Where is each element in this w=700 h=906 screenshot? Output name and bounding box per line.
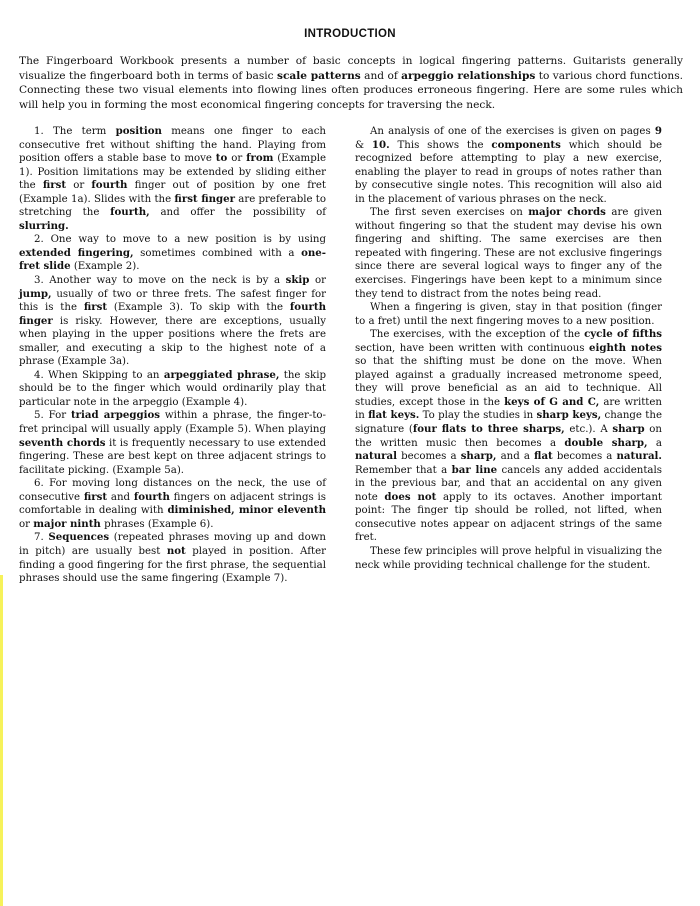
bold-term: fourth finger	[19, 301, 326, 327]
text-run: becomes a	[396, 451, 461, 463]
bold-term: slurring.	[19, 219, 69, 232]
text-run: These few principles will prove helpful in visualizing the neck while providing technical challenge for the student.	[355, 545, 662, 571]
text-run: Remember that a	[355, 464, 452, 476]
text-run: When a fingering is given, stay in that position (finger to a fret) until the next fingering moves to a new position.	[355, 302, 662, 327]
bold-term: arpeggiated phrase,	[163, 368, 280, 381]
text-run: are preferable to stretching the	[19, 193, 327, 219]
text-run: The exercises, with the exception of the	[370, 329, 585, 341]
bold-term: keys of G and C,	[504, 395, 600, 408]
text-run: 4. When Skipping to an	[34, 369, 164, 381]
bold-term: double sharp,	[564, 436, 648, 449]
bold-term: eighth notes	[589, 341, 663, 354]
bold-term: fourth,	[110, 206, 150, 219]
bold-term: skip	[285, 274, 310, 287]
bold-term: major ninth	[33, 517, 101, 530]
left-column	[19, 125, 326, 586]
bold-term: first	[83, 490, 108, 503]
text-run: apply to its octaves. Another important point: The finger tip should be rolled, not lifted, when consecutive notes appear on adjacent strings of the same fret.	[355, 491, 663, 544]
bold-term: position	[115, 125, 162, 137]
bold-term: flat keys.	[368, 409, 420, 422]
text-run: 6. For moving long distances on the neck, the use of consecutive	[19, 478, 326, 503]
bold-term: fourth	[133, 490, 170, 503]
bold-term: arpeggio relationships	[401, 69, 536, 82]
bold-term: first	[42, 179, 67, 192]
text-run: or	[19, 518, 34, 530]
bold-term: from	[246, 152, 274, 165]
bold-term: natural	[355, 450, 397, 463]
bold-term: triad arpeggios	[70, 409, 161, 422]
paragraph	[19, 531, 326, 585]
bold-term: major chords	[528, 206, 606, 219]
text-run: a	[647, 437, 663, 449]
right-column	[355, 125, 662, 572]
text-run: fingers on adjacent strings is comfortable in dealing with	[19, 491, 326, 517]
text-run: 7.	[34, 532, 49, 544]
bold-term: cycle of fifths	[584, 328, 662, 341]
bold-term: not	[166, 544, 186, 557]
text-run: 5. For	[34, 410, 71, 422]
text-run: played in position. After finding a good fingering for the first phrase, the sequential phrases should use the same fingering (Example 7).	[19, 545, 326, 585]
text-run: etc.). A	[564, 424, 613, 436]
text-run: phrases (Example 6).	[100, 518, 214, 530]
text-run: sometimes combined with a	[133, 247, 302, 259]
bold-term: natural.	[616, 450, 662, 463]
text-run: on the written music then becomes a	[355, 424, 662, 449]
paragraph	[19, 477, 326, 531]
bold-term: first	[83, 301, 108, 314]
bold-term: 10.	[371, 138, 390, 151]
text-run: is risky. However, there are exceptions, usually when playing in the upper positions where the frets are smaller, and executing a skip to the highest note of a phrase (Example 3a).	[19, 315, 326, 368]
text-run: 1. The term	[34, 126, 116, 137]
text-run: usually of two or three frets. The safest finger for this is the	[19, 288, 326, 314]
text-run: to various chord functions. Connecting these two visual elements into flowing lines often produces erroneous fingering. Here are some rules which will help you in forming the most economical fingering concepts for traversing the neck.	[19, 69, 684, 111]
paragraph	[19, 125, 326, 233]
paragraph	[355, 125, 662, 206]
text-run: it is frequently necessary to use extended fingering. These are best kept on three adjacent strings to facilitate picking. (Example 5a).	[19, 437, 326, 476]
text-run: (repeated phrases moving up and down in pitch) are usually best	[19, 532, 326, 557]
bold-term: fourth	[91, 179, 128, 192]
text-run: 3. Another way to move on the neck is by a	[34, 275, 286, 287]
paragraph	[355, 328, 662, 545]
bold-term: sharp,	[460, 450, 497, 463]
bold-term: scale patterns	[276, 69, 361, 82]
text-run: means one finger to each consecutive fret without shifting the hand. Playing from position offers a stable base to move	[19, 126, 326, 165]
bold-term: one-fret slide	[19, 246, 326, 273]
text-run: becomes a	[552, 451, 617, 463]
text-run: 2. One way to move to a new position is by using	[34, 234, 326, 246]
paragraph	[19, 369, 326, 410]
text-run: or	[66, 180, 92, 192]
text-run: The first seven exercises on	[370, 207, 529, 219]
bold-term: flat	[534, 450, 553, 463]
text-run: This shows the	[389, 139, 492, 151]
paragraph	[19, 233, 326, 274]
text-run: cancels any added accidentals in the previous bar, and that an accidental on any given note	[355, 464, 662, 503]
bold-term: to	[215, 152, 228, 165]
text-run: An analysis of one of the exercises is given on pages	[370, 126, 655, 137]
bold-term: Sequences	[48, 531, 110, 544]
intro-paragraph	[19, 54, 683, 112]
bold-term: diminished, minor eleventh	[167, 504, 326, 517]
paragraph	[19, 409, 326, 477]
text-run: To play the studies in	[419, 410, 537, 422]
bold-term: components	[491, 138, 561, 151]
text-run: the skip should be to the finger which would ordinarily play that particular note in the arpeggio (Example 4).	[19, 369, 326, 408]
margin-highlight	[0, 575, 3, 906]
text-run: (Example 1). Position limitations may be extended by sliding either the	[19, 153, 327, 192]
text-run: finger out of position by one fret (Example 1a). Slides with the	[19, 180, 326, 205]
text-run: change the signature (	[355, 410, 662, 436]
bold-term: 9	[654, 125, 662, 137]
paragraph	[355, 206, 662, 301]
paragraph	[355, 301, 662, 328]
text-run: The Fingerboard Workbook presents a number of basic concepts in logical fingering patterns. Guitarists generally visualize the fingerboard both in terms of basic	[19, 55, 683, 82]
bold-term: bar line	[451, 463, 498, 476]
bold-term: jump,	[19, 287, 52, 300]
bold-term: extended fingering,	[19, 246, 134, 259]
text-run: within a phrase, the finger-to-fret principal will usually apply (Example 5). When playing	[19, 410, 327, 436]
bold-term: sharp	[612, 423, 645, 436]
text-run: or	[227, 153, 247, 165]
text-run: or	[309, 275, 326, 287]
bold-term: does not	[384, 490, 437, 503]
text-run: section, have been written with continuous	[355, 342, 590, 354]
text-run: so that the shifting must be done on the move. When played against a gradually increased metronome speed, they will prove beneficial as an aid to technique. All studies, except those in the	[355, 356, 662, 408]
paragraph	[19, 274, 326, 369]
paragraph	[355, 545, 662, 572]
text-run: are given without fingering so that the student may devise his own fingering and shifting. The same exercises are then repeated with fingering. These are not exclusive fingerings since there are several logical ways to finger any of the exercises. Fingerings have been kept to a minimum since they tend to distract from the notes being read.	[355, 207, 662, 300]
text-run: and of	[360, 69, 402, 82]
text-run: and a	[496, 451, 535, 463]
bold-term: seventh chords	[19, 436, 106, 449]
bold-term: first finger	[174, 192, 236, 205]
text-run: which should be recognized before attempting to play a new exercise, enabling the player to read in groups of notes rather than by consecutive single notes. This recognition will also aid in the placement of various phrases on the neck.	[355, 139, 662, 205]
text-run: and offer the possibility of	[149, 207, 326, 219]
text-run: &	[355, 139, 372, 151]
bold-term: four flats to three sharps,	[412, 423, 565, 436]
text-run: (Example 3). To skip with the	[107, 302, 290, 314]
text-run: are written in	[355, 396, 662, 422]
text-run: (Example 2).	[70, 261, 140, 273]
text-run: and	[107, 491, 134, 503]
bold-term: sharp keys,	[536, 409, 602, 422]
page-title: INTRODUCTION	[304, 28, 396, 40]
